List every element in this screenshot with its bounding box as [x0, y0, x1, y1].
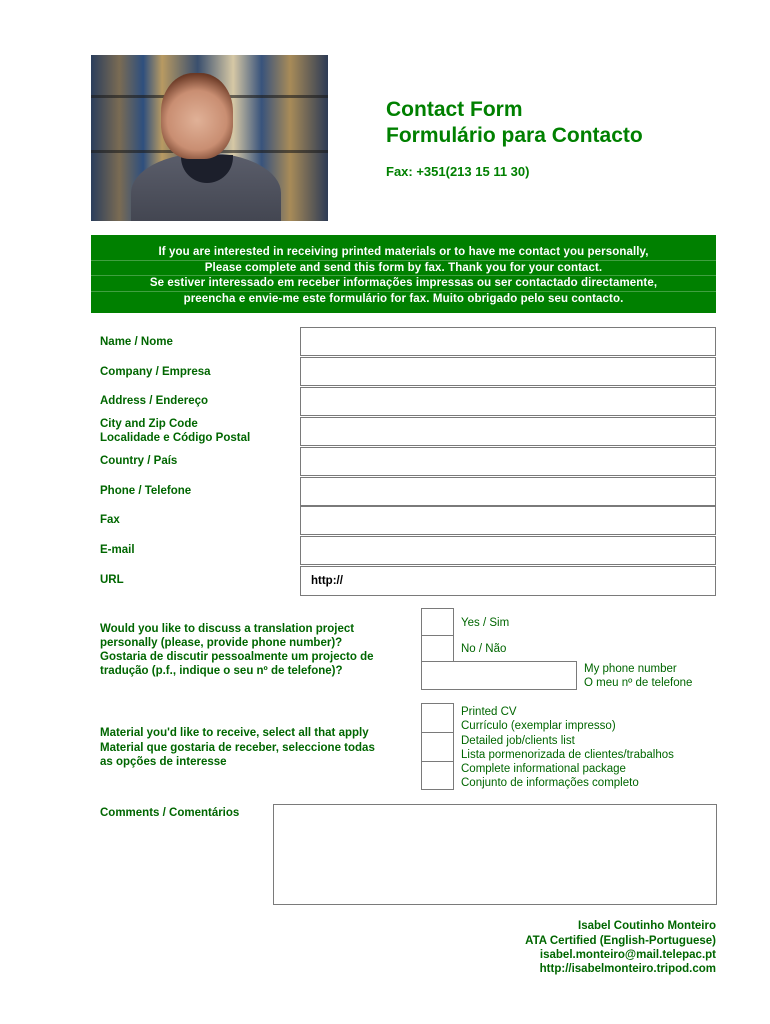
fax-label: Fax	[100, 514, 120, 526]
fax-number: Fax: +351(213 15 11 30)	[386, 164, 530, 179]
clients-list-label: Detailed job/clients list	[461, 735, 575, 747]
no-label: No / Não	[461, 643, 507, 655]
page-title-en: Contact Form	[386, 98, 523, 121]
name-field[interactable]	[300, 327, 716, 356]
address-field[interactable]	[300, 387, 716, 416]
yes-label: Yes / Sim	[461, 617, 510, 629]
my-phone-field[interactable]	[421, 661, 577, 690]
discuss-question-line: personally (please, provide phone number)?	[100, 637, 343, 649]
banner-line: If you are interested in receiving printed materials or to have me contact you personally,	[91, 245, 716, 261]
banner-line: Please complete and send this form by fax. Thank you for your contact.	[91, 261, 716, 277]
banner-line: preencha e envie-me este formulário for fax. Muito obrigado pelo seu contacto.	[183, 292, 624, 305]
instructions-banner	[91, 235, 716, 313]
signature-email[interactable]: isabel.monteiro@mail.telepac.pt	[539, 949, 716, 961]
discuss-question-line: tradução (p.f., indique o seu nº de telefone)?	[100, 665, 343, 677]
city-zip-field[interactable]	[300, 417, 716, 446]
company-field[interactable]	[300, 357, 716, 386]
phone-field[interactable]	[300, 477, 716, 506]
material-question-line: Material you'd like to receive, select all that apply	[100, 727, 369, 739]
company-label: Company / Empresa	[100, 366, 211, 378]
email-field[interactable]	[300, 536, 716, 565]
signature-website[interactable]: http://isabelmonteiro.tripod.com	[539, 963, 716, 975]
discuss-question-line: Would you like to discuss a translation project	[100, 623, 355, 635]
name-label: Name / Nome	[100, 336, 173, 348]
address-label: Address / Endereço	[100, 395, 209, 407]
my-phone-label-en: My phone number	[584, 663, 677, 675]
signature-cert: ATA Certified (English-Portuguese)	[525, 935, 716, 947]
no-checkbox[interactable]	[421, 635, 454, 662]
country-label: Country / País	[100, 455, 178, 467]
discuss-question-line: Gostaria de discutir pessoalmente um projecto de	[100, 651, 374, 663]
printed-cv-checkbox[interactable]	[421, 703, 454, 733]
country-field[interactable]	[300, 447, 716, 476]
page-title-pt: Formulário para Contacto	[386, 124, 643, 147]
printed-cv-label-pt: Currículo (exemplar impresso)	[461, 720, 616, 732]
url-field[interactable]: http://	[300, 566, 716, 596]
comments-label: Comments / Comentários	[100, 807, 240, 819]
city-label-en: City and Zip Code	[100, 418, 198, 430]
banner-line: Se estiver interessado em receber informações impressas ou ser contactado directamente,	[91, 276, 716, 292]
yes-checkbox[interactable]	[421, 608, 454, 636]
printed-cv-label: Printed CV	[461, 706, 517, 718]
info-package-checkbox[interactable]	[421, 761, 454, 790]
signature-name: Isabel Coutinho Monteiro	[578, 920, 716, 932]
material-question-line: Material que gostaria de receber, seleccione todas	[100, 742, 375, 754]
url-label: URL	[100, 574, 124, 586]
phone-label: Phone / Telefone	[100, 485, 192, 497]
comments-textarea[interactable]	[273, 804, 717, 905]
my-phone-label-pt: O meu nº de telefone	[584, 677, 693, 689]
person-head	[161, 73, 233, 159]
clients-list-checkbox[interactable]	[421, 732, 454, 762]
portrait-photo	[91, 55, 328, 221]
material-question-line: as opções de interesse	[100, 756, 227, 768]
fax-field[interactable]	[300, 506, 716, 535]
city-label-pt: Localidade e Código Postal	[100, 432, 251, 444]
info-package-label-pt: Conjunto de informações completo	[461, 777, 639, 789]
info-package-label: Complete informational package	[461, 763, 626, 775]
email-label: E-mail	[100, 544, 135, 556]
clients-list-label-pt: Lista pormenorizada de clientes/trabalhos	[461, 749, 674, 761]
